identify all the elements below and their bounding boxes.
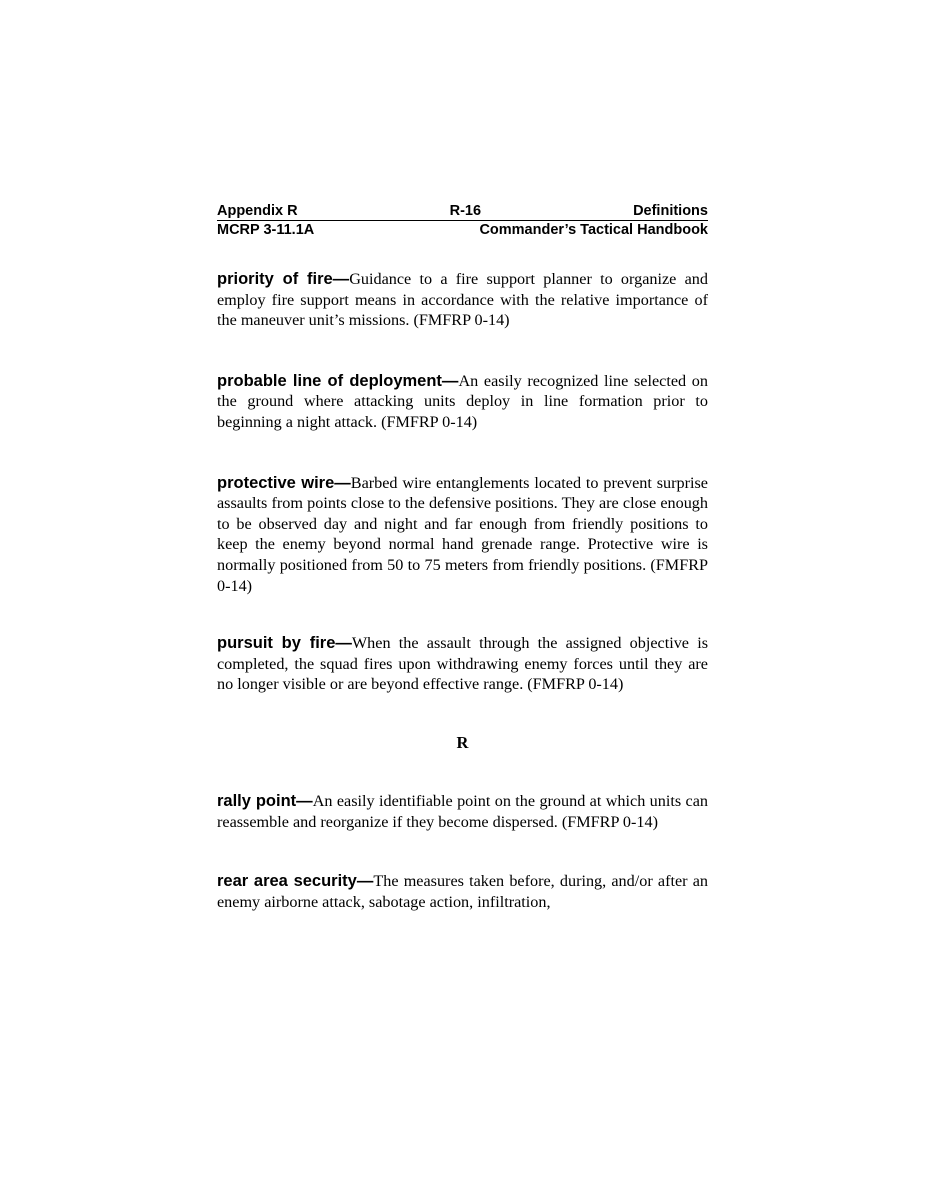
definition-text: An easily identifiable point on the ground at which units can reassemble and reorganize if they become dispersed. (FMFRP 0-14): [217, 791, 709, 831]
header-publication-title: Commander’s Tactical Handbook: [479, 222, 708, 238]
definition-text: Guidance to a fire support planner to organize and employ fire support means in accordance with the relative importance of the maneuver unit’s missions. (FMFRP 0-14): [217, 270, 708, 330]
header-section: Definitions: [633, 203, 708, 219]
definition-entry: [217, 791, 708, 832]
definition-text: The measures taken before, during, and/or after an enemy airborne attack, sabotage action, infiltration,: [217, 872, 708, 911]
header-publication-id: MCRP 3-11.1A: [217, 222, 315, 238]
definition-term: rear area security—: [217, 872, 374, 891]
definition-entry: [217, 269, 708, 331]
header-appendix: Appendix R: [217, 203, 298, 219]
definition-term: rally point—: [217, 791, 313, 810]
definition-term: priority of fire—: [217, 270, 350, 288]
definition-term: pursuit by fire—: [217, 634, 352, 653]
definition-text: When the assault through the assigned objective is completed, the squad fires upon withdrawing enemy forces until they are no longer visible or are beyond effective range. (FMFRP 0-14): [217, 634, 708, 694]
definition-text: Barbed wire entanglements located to prevent surprise assaults from points close to the defensive positions. They are close enough to be observed day and night and far enough from friendly positions to keep the enemy beyond normal hand grenade range. Protective wire is normally positioned from 50 to 75 meters from friendly positions. (FMFRP 0-14): [217, 473, 708, 595]
definition-entry: [217, 371, 708, 433]
running-header-bottom: [217, 221, 708, 239]
document-page: [217, 202, 708, 912]
header-page-number: R-16: [449, 203, 482, 219]
running-header-top: [217, 202, 708, 221]
definition-entry: [217, 473, 708, 597]
definition-term: probable line of deployment—: [217, 371, 459, 390]
definition-term: protective wire—: [217, 473, 351, 492]
section-letter-heading: R: [456, 732, 469, 752]
definition-entry: [217, 633, 708, 695]
definition-entry: [217, 871, 708, 912]
definition-text: An easily recognized line selected on the ground where attacking units deploy in line formation prior to beginning a night attack. (FMFRP 0-14): [217, 371, 708, 431]
